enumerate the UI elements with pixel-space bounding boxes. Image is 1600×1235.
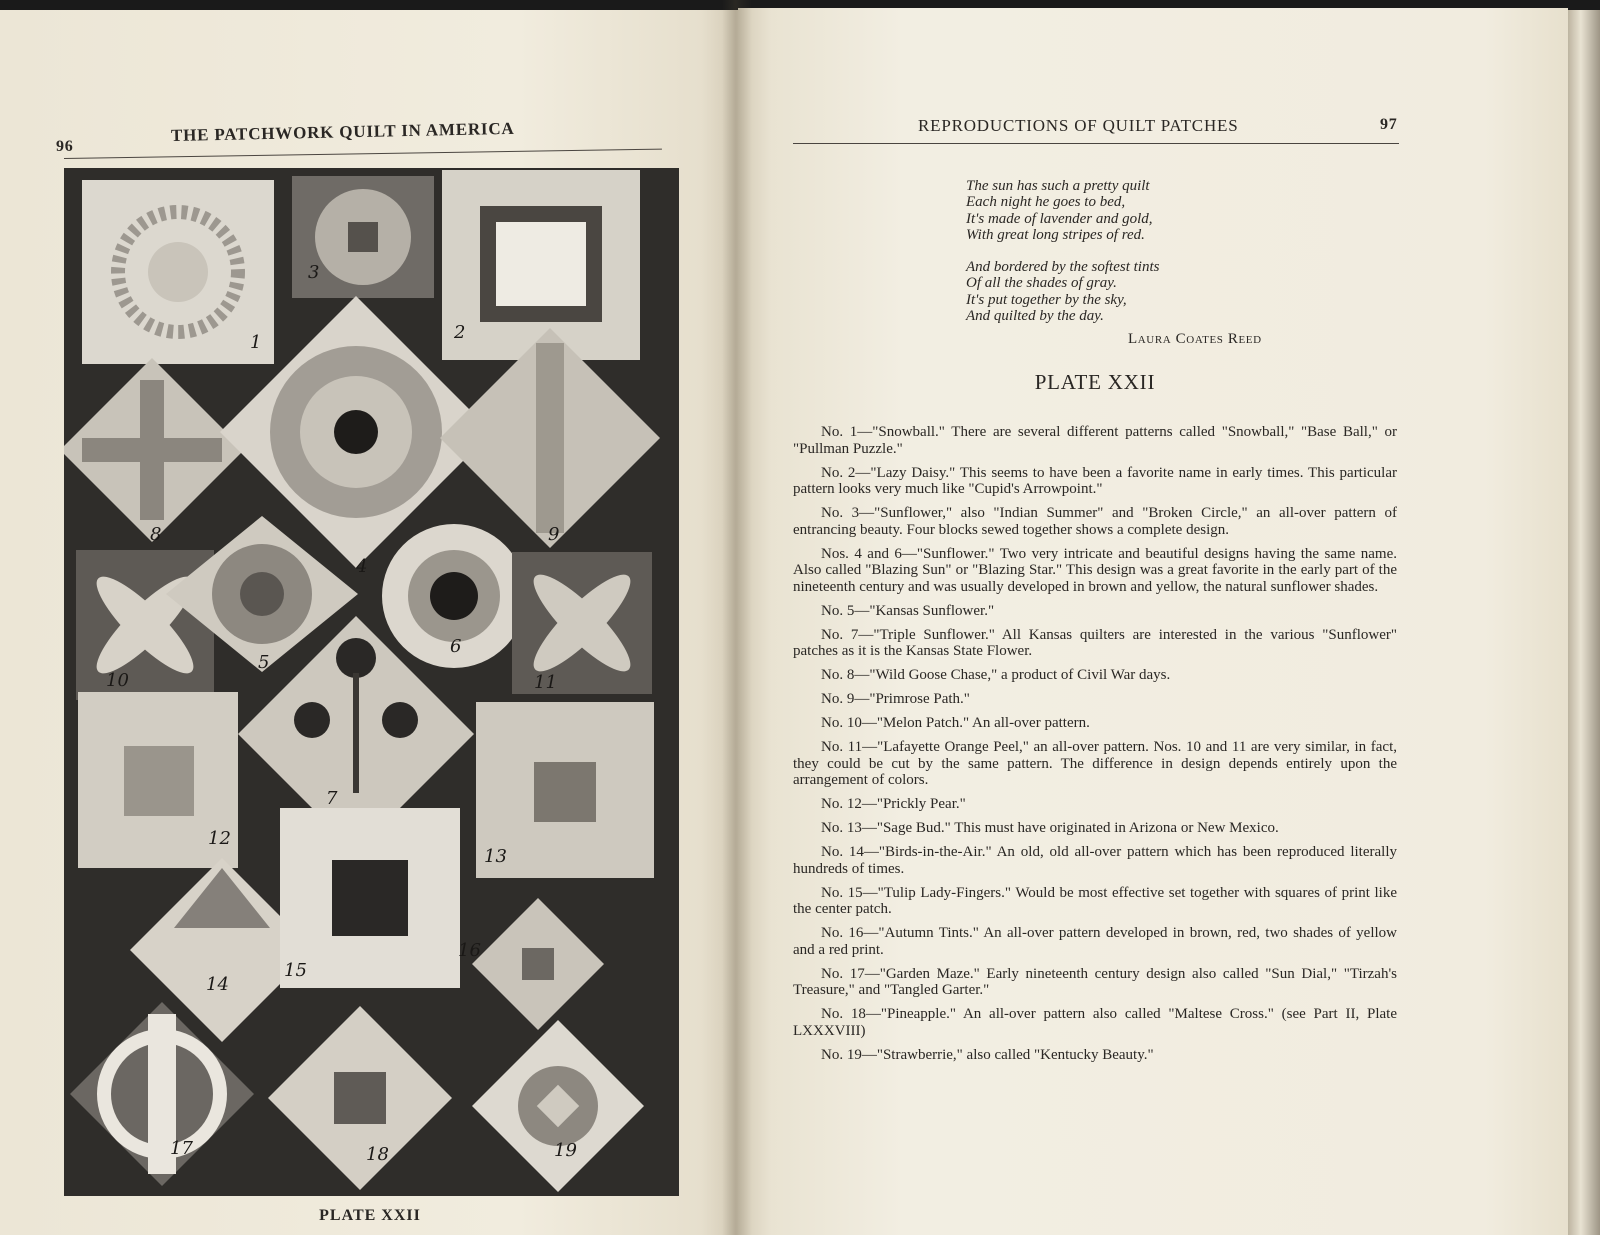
entry-no-14: No. 14—"Birds-in-the-Air." An old, old all-over pattern which has been reproduced literally hundreds of times. [793, 844, 1397, 877]
patch-number-label: 5 [258, 652, 270, 673]
patch-number-label: 18 [366, 1144, 389, 1165]
patch-number-label: 1 [250, 332, 262, 353]
poem-line: And bordered by the softest tints [966, 259, 1160, 276]
poem-author: Laura Coates Reed [1128, 331, 1262, 347]
quilt-plate-photo [64, 168, 679, 1196]
book-gutter [722, 0, 752, 1235]
right-page-number: 97 [1380, 116, 1398, 133]
entry-no-15: No. 15—"Tulip Lady-Fingers." Would be most effective set together with squares of print like the center patch. [793, 884, 1397, 917]
entry-no-12: No. 12—"Prickly Pear." [821, 796, 966, 812]
patch-number-label: 6 [450, 636, 462, 657]
patch-number-label: 12 [208, 828, 231, 849]
patch-number-label: 9 [548, 524, 560, 545]
right-running-head: REPRODUCTIONS OF QUILT PATCHES [918, 116, 1239, 135]
patch-11 [512, 552, 652, 694]
patch-number-label: 14 [206, 974, 229, 995]
poem-stanza-2 [966, 259, 1159, 324]
entry-no-8: No. 8—"Wild Goose Chase," a product of Civil War days. [821, 667, 1171, 683]
patch-number-label: 2 [454, 322, 466, 343]
entry-no-18: No. 18—"Pineapple." An all-over pattern also called "Maltese Cross." (see Part II, Plate LXXXVIII) [793, 1006, 1397, 1039]
quilt-patches-illustration [64, 168, 679, 1196]
patch-15 [280, 808, 460, 988]
patch-number-label: 8 [150, 524, 162, 545]
patch-number-label: 3 [308, 262, 320, 283]
entry-no-7: No. 7—"Triple Sunflower." All Kansas quilters are interested in the various "Sunflower" patches as it is the Kansas State Flower. [793, 626, 1397, 659]
patch-number-label: 13 [484, 846, 507, 867]
patch-2 [442, 170, 640, 360]
patch-number-label: 11 [534, 672, 557, 693]
poem [966, 178, 1159, 340]
patch-number-label: 7 [326, 788, 338, 809]
page-edges [1568, 10, 1600, 1235]
left-plate-caption: PLATE XXII [319, 1207, 421, 1224]
entry-no-11: No. 11—"Lafayette Orange Peel," an all-over pattern. Nos. 10 and 11 are very similar, in fact, they could be cut by the same pattern. The difference in design depends entirely upon the arrangement of colors. [793, 739, 1397, 788]
entry-no-9: No. 9—"Primrose Path." [821, 691, 970, 707]
left-running-head: THE PATCHWORK QUILT IN AMERICA [170, 118, 515, 145]
poem-line: With great long stripes of red. [966, 226, 1145, 243]
patch-number-label: 4 [356, 556, 368, 577]
entry-no-13: No. 13—"Sage Bud." This must have originated in Arizona or New Mexico. [821, 820, 1279, 836]
poem-stanza-1 [966, 178, 1159, 243]
patch-number-label: 16 [458, 940, 481, 961]
poem-line: It's put together by the sky, [966, 291, 1127, 308]
entry-no-5: No. 5—"Kansas Sunflower." [821, 602, 995, 619]
poem-line: It's made of lavender and gold, [966, 210, 1153, 227]
entry-no-10: No. 10—"Melon Patch." An all-over pattern. [821, 715, 1090, 731]
poem-line: And quilted by the day. [966, 308, 1104, 325]
entry-no-17: No. 17—"Garden Maze." Early nineteenth century design also called "Sun Dial," "Tirzah's Treasure," and "Tangled Garter." [793, 965, 1397, 998]
patch-number-label: 15 [284, 960, 307, 981]
poem-line: Of all the shades of gray. [966, 275, 1117, 292]
patch-number-label: 17 [170, 1138, 193, 1159]
plate-entries [793, 424, 1397, 1071]
entry-no-16: No. 16—"Autumn Tints." An all-over pattern developed in brown, red, two shades of yellow and a red print. [793, 925, 1397, 958]
plate-title: PLATE XXII [1034, 370, 1156, 394]
poem-line: Each night he goes to bed, [966, 194, 1126, 211]
patch-number-label: 19 [554, 1140, 577, 1161]
entry-no-3: No. 3—"Sunflower," also "Indian Summer" and "Broken Circle," an all-over pattern of entrancing beauty. Four blocks sewed together shows a complete design. [793, 505, 1397, 538]
patch-number-label: 10 [106, 670, 129, 691]
entry-no-19: No. 19—"Strawberrie," also called "Kentucky Beauty." [821, 1046, 1154, 1063]
right-header-rule [793, 143, 1399, 144]
poem-line: The sun has such a pretty quilt [966, 178, 1150, 194]
patch-1 [82, 180, 274, 364]
entry-no-2: No. 2—"Lazy Daisy." This seems to have been a favorite name in early times. This particular pattern looks very much like "Cupid's Arrowpoint." [793, 464, 1397, 497]
entry-nos-4-6: Nos. 4 and 6—"Sunflower." Two very intricate and beautiful designs having the same name. Also called "Blazing Sun" or "Blazing Star." This design was a great favorite in the early part of the nineteenth century and was usually developed in brown and yellow, the natural sunflower shades. [793, 545, 1397, 595]
left-page-number: 96 [56, 138, 74, 155]
entry-no-1: No. 1—"Snowball." There are several different patterns called "Snowball," "Base Ball," or "Pullman Puzzle." [793, 424, 1397, 457]
